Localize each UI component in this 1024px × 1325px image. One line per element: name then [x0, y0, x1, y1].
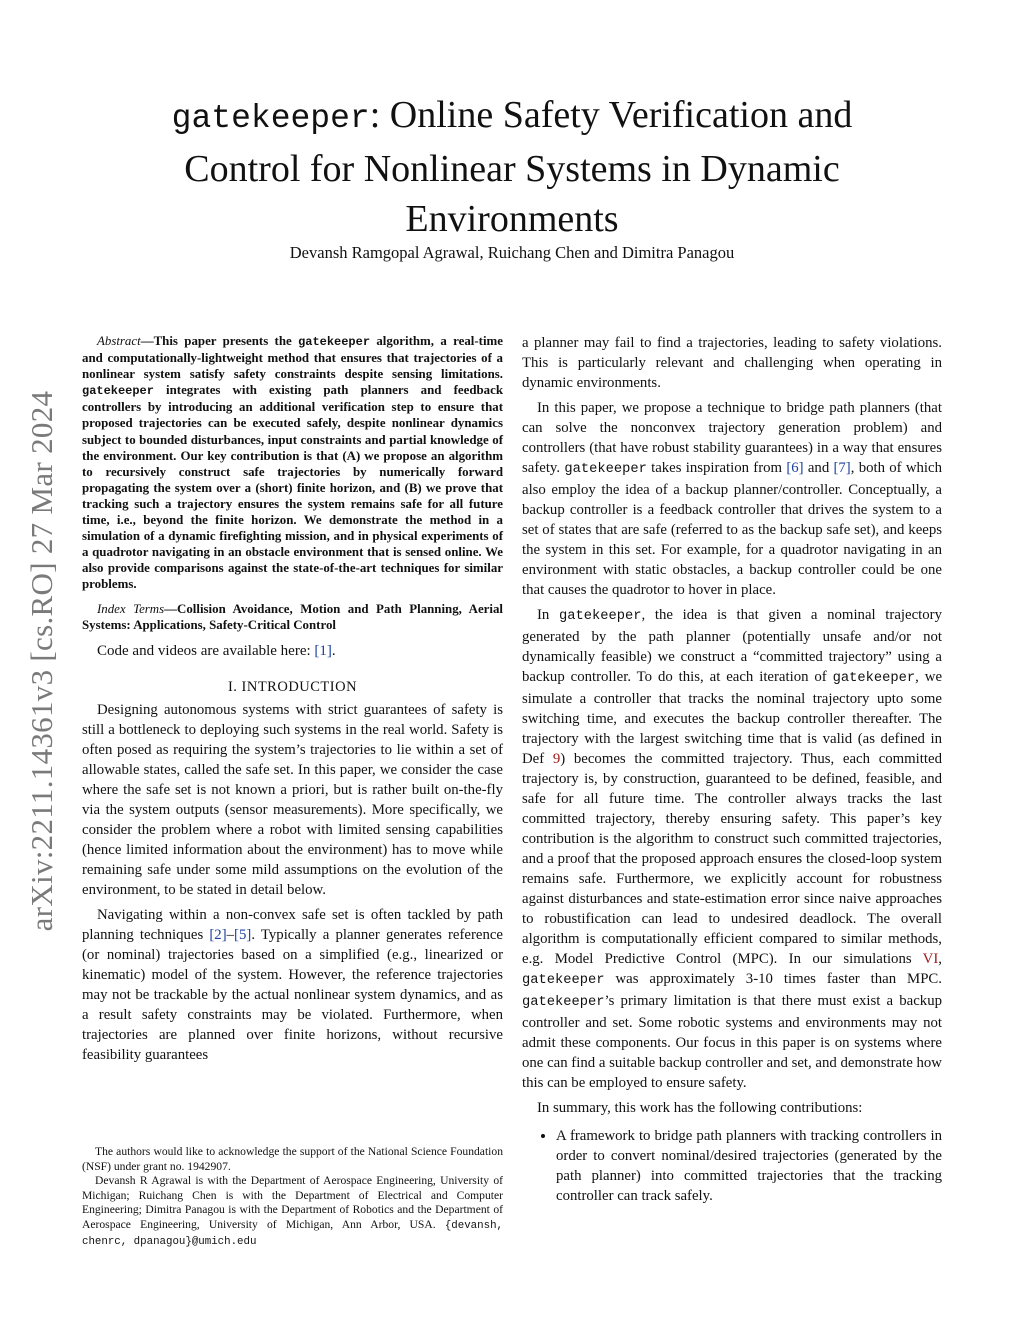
right-p3-text-f: was approximately 3-10 times faster than MPC. — [604, 971, 942, 987]
intro-p2-dash: – — [226, 926, 235, 943]
system-name: gatekeeper — [522, 973, 605, 988]
right-paragraph-2 — [522, 398, 942, 600]
citation-link-6[interactable]: [6] — [786, 460, 804, 476]
abstract — [82, 333, 503, 593]
contribution-item: • A framework to bridge path planners with tracking controllers in order to convert nominal/desired trajectories (generated by the path planner) into committed trajectories that the tracking controller can track safely. — [556, 1126, 942, 1206]
citation-link-5[interactable]: [5] — [234, 926, 252, 943]
right-p2-text-d: , both of which also employ the idea of a backup planner/controller. Conceptually, a backup controller is a feedback controller that drives the system to a set of states that are safe (referred to as the backup safe set), and keeps the system in this set. For example, for a quadrotor navigating in an environment with static obstacles, a backup controller could be one that causes the quadrotor to hover in place. — [522, 460, 942, 598]
paper-title — [100, 90, 924, 244]
citation-link-1[interactable]: [1] — [314, 642, 332, 659]
index-terms-label: Index Terms — [97, 601, 165, 616]
citation-link-2[interactable]: [2] — [209, 926, 227, 943]
section-link-vi[interactable]: VI — [922, 951, 939, 967]
abstract-text-2: algorithm, a real-time and computationally-lightweight method that ensures that trajectories of a nonlinear system satisfy safety constraints despite sensing limitations. — [82, 334, 503, 382]
index-terms-text: —Collision Avoidance, Motion and Path Planning, Aerial Systems: Applications, Safety-Critical Control — [82, 601, 503, 632]
footnotes — [82, 1145, 503, 1249]
abstract-system-name-2: gatekeeper — [82, 384, 154, 399]
definition-link-9[interactable]: 9 — [552, 751, 561, 767]
system-name: gatekeeper — [522, 995, 605, 1010]
footnote-affiliations — [82, 1174, 503, 1249]
abstract-text-3: integrates with existing path planners and feedback controllers by introducing an additional verification step to ensure that proposed trajectories can be executed safely, despite nonlinear dynamics subject to bounded disturbances, input constraints and partial knowledge of the environment. Our key contribution is that (A) we propose an algorithm to recursively construct safe trajectories by numerically forward propagating the system over a (short) finite horizon, and (B) we prove that tracking such a trajectory ensures the system remains safe for all future time, i.e., beyond the finite horizon. We demonstrate the method in a simulation of a dynamic firefighting mission, and in physical experiments of a quadrotor navigating in an obstacle environment that is sensed online. We also provide comparisons against the state-of-the-art techniques for similar problems. — [82, 383, 503, 592]
right-p2-text-b: takes inspiration from — [646, 460, 787, 476]
right-paragraph-3 — [522, 605, 942, 1093]
footnote-affiliation-text: Devansh R Agrawal is with the Department of Aerospace Engineering, University of Michigan; Ruichang Chen is with the Department of Electrical and Computer Engineering; Dimitra Panagou is with the Department of Robotics and the Department of Aerospace Engineering, University of Michigan, Ann Arbor, USA. — [82, 1174, 503, 1231]
contributions-list — [522, 1126, 942, 1206]
author-emails: {devansh, chenrc, dpanagou}@umich.edu — [82, 1219, 503, 1248]
title-line3: Environments — [405, 198, 619, 240]
system-name: gatekeeper — [832, 671, 916, 686]
code-end: . — [331, 642, 336, 659]
right-paragraph-1: a planner may fail to find a trajectories, leading to safety violations. This is particularly relevant and challenging when operating in dynamic environments. — [522, 335, 942, 391]
right-p3-text-c: , we simulate a controller that tracks the nominal trajectory upto some switching time, and executes the backup controller thereafter. The trajectory with the largest switching time that is valid (as defined in Def — [522, 669, 943, 767]
footnote-funding: The authors would like to acknowledge the support of the National Science Foundation (NSF) under grant no. 1942907. — [82, 1145, 503, 1173]
title-system-name: gatekeeper — [171, 100, 370, 137]
code-availability — [82, 641, 503, 661]
intro-paragraph-1: Designing autonomous systems with strict guarantees of safety is still a bottleneck to deploying such systems in the real world. Safety is often posed as requiring the system’s trajectories to lie within a set of allowable states, called the safe set. In this paper, we consider the case where the safe set is not known a priori, but is rather built on-the-fly via the system outputs (sensor measurements). More specifically, we consider the problem where a robot with limited sensing capabilities (hence limited information about the environment) has to move while remaining safe under some mild assumptions on the evolution of the environment, to be stated in detail below. — [82, 701, 503, 898]
arxiv-stamp — [22, 348, 62, 973]
right-p3-text-e: , — [938, 951, 942, 967]
title-line2: Control for Nonlinear Systems in Dynamic — [184, 148, 840, 190]
abstract-text-1: —This paper presents the — [140, 334, 299, 348]
intro-p2-text-b: . Typically a planner generates reference (or nominal) trajectories based on a simplified (e.g., linearized or kinematic) model of the system. However, the reference trajectories may not be trackable by the actual nonlinear system dynamics, and as a result safety constraints may be violated. Furthermore, when trajectories are planned over finite horizons, without recursive feasibility guarantees — [82, 926, 503, 1063]
right-p3-text-b: , the idea is that given a nominal trajectory generated by the path planner (potentially unsafe and/or not dynamically feasible) we construct a “committed trajectory” using a backup controller. To do this, at each iteration of — [522, 607, 942, 685]
code-text: Code and videos are available here: — [97, 642, 315, 659]
abstract-label: Abstract — [97, 334, 141, 348]
title-line1: : Online Safety Verification and — [369, 94, 853, 136]
index-terms — [82, 601, 503, 633]
left-column — [82, 333, 503, 1065]
author-list: Devansh Ramgopal Agrawal, Ruichang Chen and Dimitra Panagou — [289, 243, 735, 262]
right-p2-text-c: and — [803, 460, 834, 476]
intro-paragraph-2 — [82, 905, 503, 1065]
citation-link-7[interactable]: [7] — [833, 460, 851, 476]
right-p3-text-g: ’s primary limitation is that there must exist a backup controller and set. Some robotic systems and environments may not admit these components. Our focus in this paper is on systems where one can find a suitable backup controller and set, and demonstrate how this can be employed to ensure safety. — [522, 993, 942, 1091]
system-name: gatekeeper — [564, 462, 647, 477]
arxiv-id: arXiv:2211.14361v3 [cs.RO] 27 Mar 2024 — [24, 390, 59, 931]
right-p2-text-a: In this paper, we propose a technique to bridge path planners (that can solve the nonconvex trajectory generation problem) and controllers (that have robust stability guarantees) in a way that ensures safety. — [522, 400, 942, 476]
system-name: gatekeeper — [559, 609, 642, 624]
section-heading-introduction: I. INTRODUCTION — [227, 678, 358, 695]
right-p3-text-d: ) becomes the committed trajectory. Thus, each committed trajectory is, by construction, guaranteed to be defined, feasible, and safe for all future time. The controller always tracks the last committed trajectory, thereby ensuring safety. This paper’s key contribution is the algorithm to construct such committed trajectories, and a proof that the proposed approach ensures the closed-loop system remains safe. Furthermore, we explicitly account for robustness against disturbances and state-estimation error since naive approaches to robustification can lead to undesired deadlock. The overall algorithm is computationally efficient compared to similar methods, e.g. Model Predictive Control (MPC). In our simulations — [522, 751, 942, 967]
right-paragraph-4: In summary, this work has the following contributions: — [537, 1100, 863, 1116]
abstract-system-name-1: gatekeeper — [298, 335, 371, 349]
right-column — [522, 333, 942, 1206]
intro-p2-text-a: Navigating within a non-convex safe set is often tackled by path planning techniques — [82, 906, 503, 943]
right-p3-text-a: In — [537, 607, 559, 623]
